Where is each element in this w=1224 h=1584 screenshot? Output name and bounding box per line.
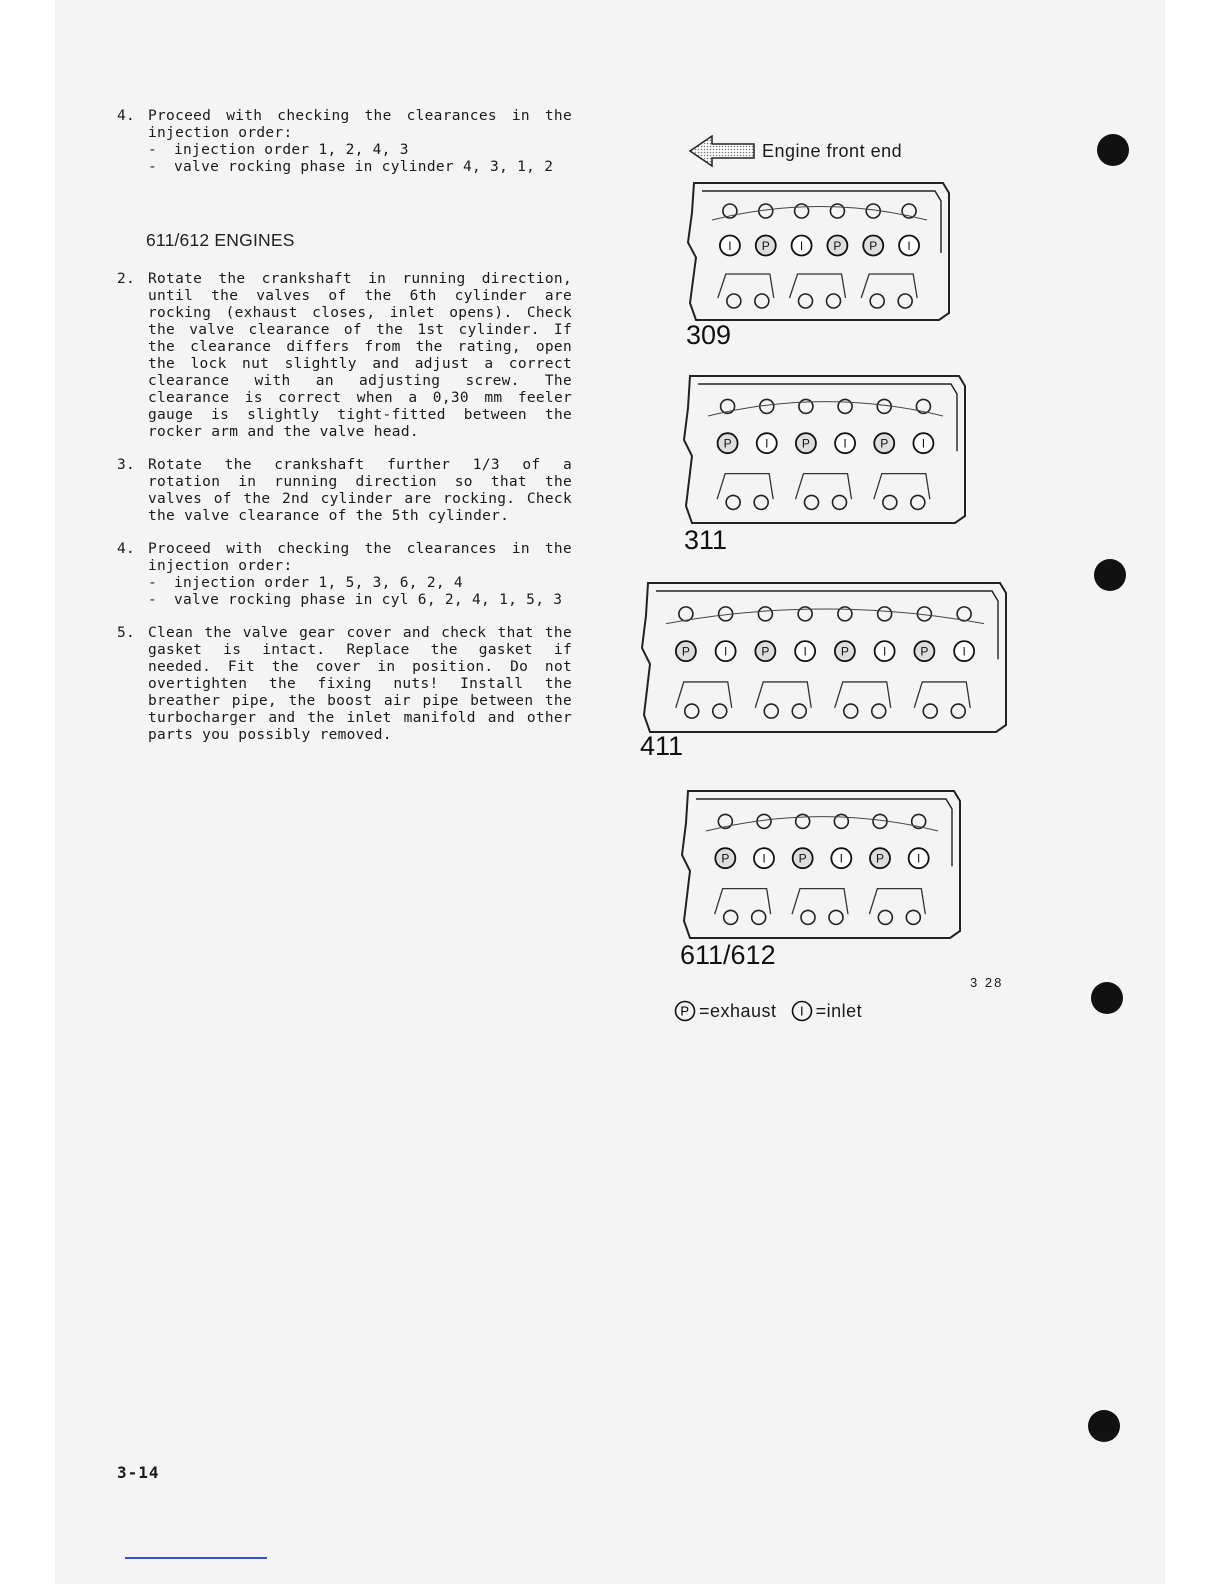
- list-item: - valve rocking phase in cylinder 4, 3, 1, 2: [148, 159, 554, 175]
- svg-text:I: I: [843, 436, 847, 451]
- svg-text:I: I: [762, 851, 766, 866]
- engine-label: 611/612: [680, 940, 776, 970]
- svg-text:P: P: [761, 239, 770, 253]
- svg-text:P: P: [681, 644, 690, 659]
- inlet-valve-icon: [792, 236, 812, 256]
- step-4-injection-order: 4. Proceed with checking the clearances in the injection order: - injection order 1, 2, 4, 3 - valve rocking phase in cylinder 4, 3, 1, 2: [117, 108, 572, 175]
- step-text: Proceed with checking the clearances in the injection order:: [148, 108, 572, 141]
- inlet-valve-icon: [909, 848, 929, 868]
- svg-text:P: P: [721, 851, 730, 866]
- svg-text:I: I: [907, 239, 911, 253]
- exhaust-valve-icon: [676, 641, 696, 661]
- step-text: Clean the valve gear cover and check that the gasket is intact. Replace the gasket if needed. Fit the cover in position. Do not overtighten the fixing nuts! Install the breather pipe, the boost air pipe between the turbocharger and the inlet manifold and other parts you possibly removed.: [148, 625, 572, 743]
- cylinder-head-611-612: [676, 783, 968, 943]
- inlet-valve-icon: [757, 433, 777, 453]
- text-column: [117, 108, 572, 760]
- svg-text:P: P: [880, 436, 889, 451]
- svg-text:P: P: [801, 436, 810, 451]
- arrow-label: Engine front end: [762, 140, 903, 161]
- step-5: 5. Clean the valve gear cover and check that the gasket is intact. Replace the gasket if needed. Fit the cover in position. Do not overtighten the fixing nuts! Install the breather pipe, the boost air pipe between the turbocharger and the inlet manifold and other parts you possibly removed.: [117, 625, 572, 743]
- svg-text:P: P: [833, 239, 842, 253]
- svg-text:I: I: [799, 239, 804, 253]
- svg-text:I: I: [962, 644, 966, 659]
- inlet-valve-icon: [791, 1000, 813, 1022]
- exhaust-valve-icon: [674, 1000, 696, 1022]
- engine-front-indicator: [688, 133, 902, 169]
- engine-label: 311: [684, 525, 728, 555]
- inlet-valve-icon: [795, 641, 815, 661]
- inlet-valve-icon: [913, 433, 933, 453]
- inlet-valve-icon: [716, 641, 736, 661]
- engine-label: 309: [686, 320, 732, 350]
- margin-bullet: [1097, 134, 1129, 166]
- exhaust-valve-icon: [718, 433, 738, 453]
- legend: [674, 1000, 876, 1022]
- section-heading: 611/612 ENGINES: [146, 230, 295, 250]
- svg-text:I: I: [916, 851, 921, 866]
- exhaust-valve-icon: [835, 641, 855, 661]
- list-item: - injection order 1, 2, 4, 3: [148, 142, 409, 158]
- svg-text:I: I: [921, 436, 926, 451]
- exhaust-valve-icon: [793, 848, 813, 868]
- cylinder-head-figure: [630, 115, 1030, 1045]
- svg-text:I: I: [765, 436, 769, 451]
- inlet-valve-icon: [875, 641, 895, 661]
- inlet-valve-icon: [899, 236, 919, 256]
- step-2: 2. Rotate the crankshaft in running direction, until the valves of the 6th cylinder are rocking (exhaust closes, inlet opens). Check the valve clearance of the 1st cylinder. If the clearance differs from the rating, open the lock nut slightly and adjust a correct clearance with an adjusting screw. The clearance is correct when a 0,30 mm feeler gauge is slightly tight-fitted between the rocker arm and the valve head.: [117, 271, 572, 440]
- exhaust-valve-icon: [827, 236, 847, 256]
- footer-rule: [125, 1557, 267, 1559]
- cylinder-head-411: [636, 575, 1014, 737]
- list-item: - injection order 1, 5, 3, 6, 2, 4: [148, 575, 463, 591]
- step-text: Proceed with checking the clearances in the injection order:: [148, 541, 572, 574]
- engine-label: 411: [640, 731, 684, 761]
- legend-exhaust: P =exhaust: [674, 1000, 777, 1022]
- exhaust-valve-icon: [863, 236, 883, 256]
- cylinder-head-311: [678, 368, 973, 528]
- svg-text:I: I: [803, 644, 807, 659]
- step-text: Rotate the crankshaft in running direction, until the valves of the 6th cylinder are rocking (exhaust closes, inlet opens). Check the valve clearance of the 1st cylinder. If the clearance differs from the rating, open the lock nut slightly and adjust a correct clearance with an adjusting screw. The clearance is correct when a 0,30 mm feeler gauge is slightly tight-fitted between the rocker arm and the valve head.: [148, 271, 572, 440]
- left-arrow-icon: [688, 133, 756, 169]
- svg-text:P: P: [840, 644, 849, 659]
- inlet-valve-icon: [754, 848, 774, 868]
- exhaust-valve-icon: [755, 641, 775, 661]
- svg-text:P: P: [761, 644, 770, 659]
- step-text: Rotate the crankshaft further 1/3 of a rotation in running direction so that the valves of the 2nd cylinder are rocking. Check the valve clearance of the 5th cylinder.: [148, 457, 572, 524]
- svg-text:P: P: [798, 851, 807, 866]
- figure-reference: 3 28: [970, 975, 1004, 990]
- inlet-valve-icon: [720, 236, 740, 256]
- margin-bullet: [1094, 559, 1126, 591]
- step-3: 3. Rotate the crankshaft further 1/3 of a rotation in running direction so that the valves of the 2nd cylinder are rocking. Check the valve clearance of the 5th cylinder.: [117, 457, 572, 524]
- step-4: 4. Proceed with checking the clearances in the injection order: - injection order 1, 5, 3, 6, 2, 4 - valve rocking phase in cyl 6, 2, 4, 1, 5, 3: [117, 541, 572, 608]
- exhaust-valve-icon: [870, 848, 890, 868]
- svg-text:I: I: [728, 239, 732, 253]
- exhaust-valve-icon: [874, 433, 894, 453]
- svg-text:P: P: [875, 851, 885, 866]
- legend-inlet: I =inlet: [791, 1000, 863, 1022]
- margin-bullet: [1091, 982, 1123, 1014]
- svg-text:P: P: [723, 436, 732, 451]
- exhaust-valve-icon: [715, 848, 735, 868]
- exhaust-valve-icon: [796, 433, 816, 453]
- cylinder-head-309: [682, 175, 957, 325]
- svg-text:I: I: [799, 1003, 804, 1019]
- inlet-valve-icon: [831, 848, 851, 868]
- margin-bullet: [1088, 1410, 1120, 1442]
- svg-text:P: P: [869, 239, 878, 253]
- page-number: 3-14: [117, 1463, 160, 1482]
- svg-text:P: P: [680, 1003, 690, 1019]
- svg-text:I: I: [723, 644, 728, 659]
- inlet-valve-icon: [835, 433, 855, 453]
- exhaust-valve-icon: [756, 236, 776, 256]
- svg-text:I: I: [839, 851, 844, 866]
- list-item: - valve rocking phase in cyl 6, 2, 4, 1, 5, 3: [148, 592, 563, 608]
- exhaust-valve-icon: [914, 641, 934, 661]
- inlet-valve-icon: [954, 641, 974, 661]
- svg-text:P: P: [920, 644, 929, 659]
- svg-text:I: I: [882, 644, 887, 659]
